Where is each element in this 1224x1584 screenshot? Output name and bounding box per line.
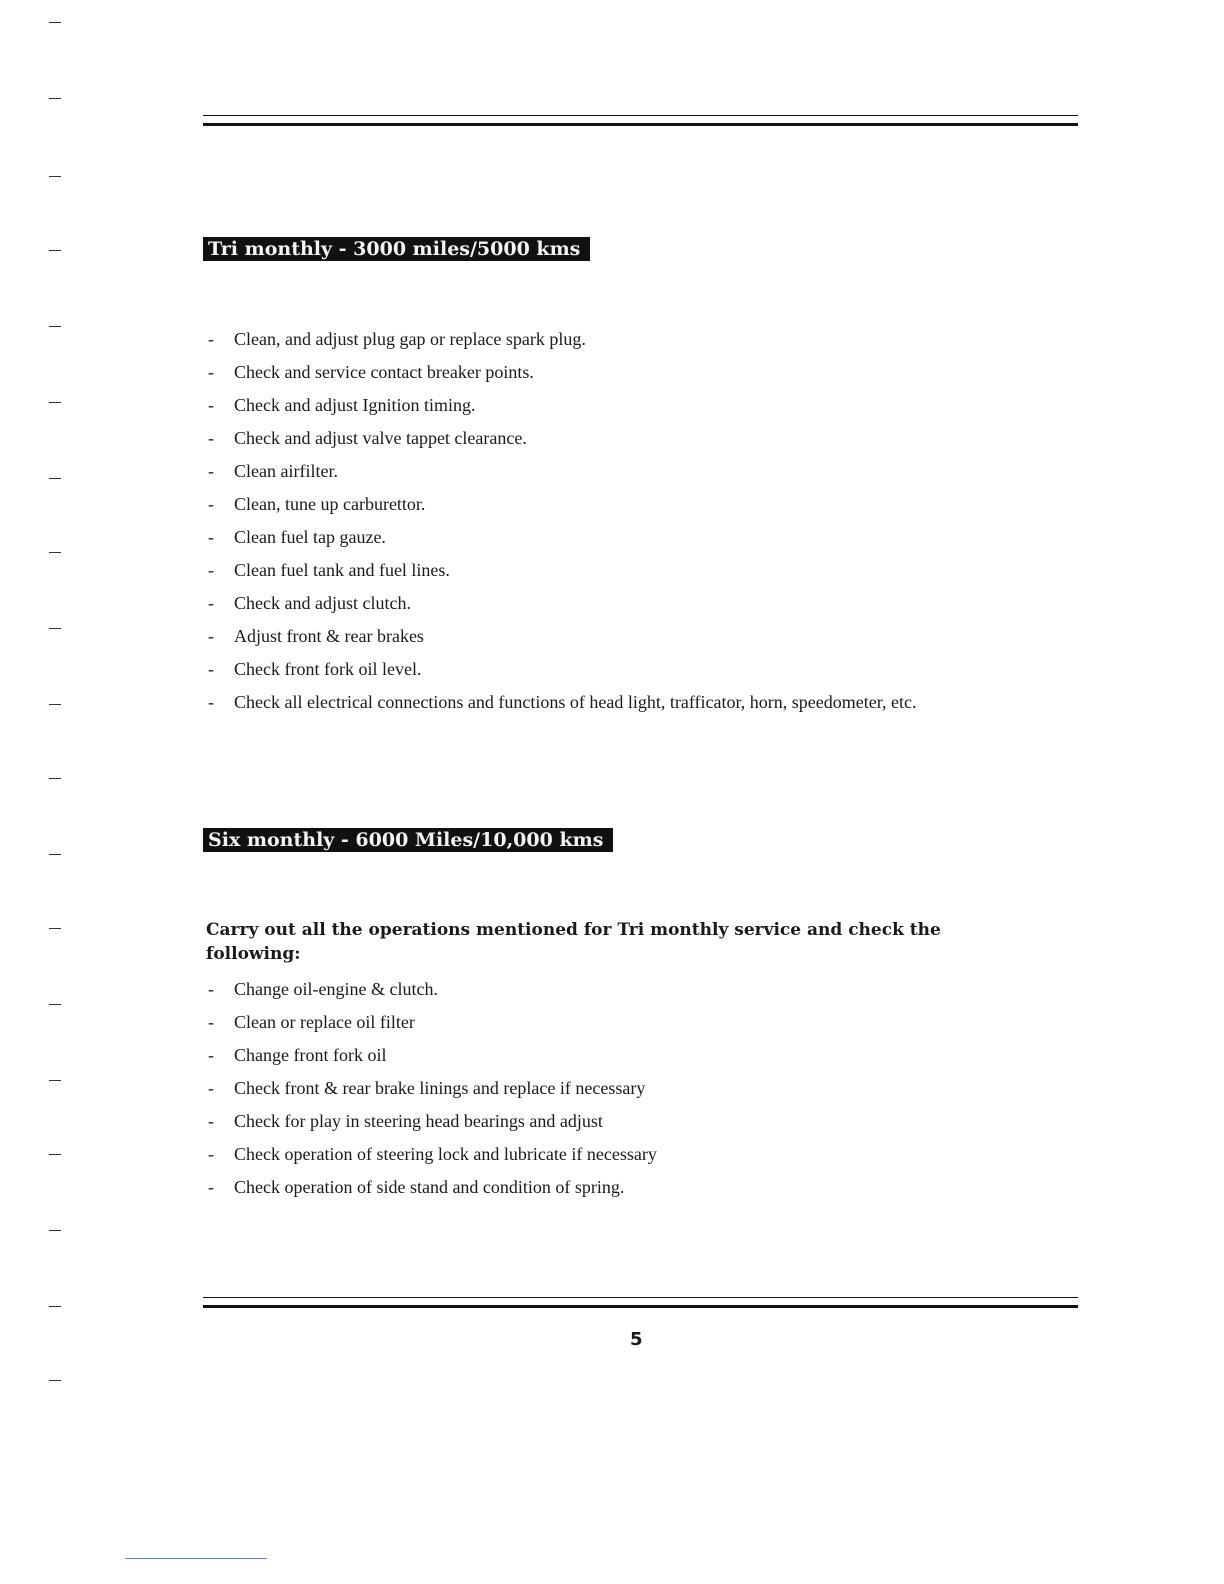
margin-tick xyxy=(49,854,61,855)
list-item: - Clean, and adjust plug gap or replace spark plug. xyxy=(208,329,586,349)
list-item: - Change oil-engine & clutch. xyxy=(208,979,438,999)
list-item: - Check front & rear brake linings and replace if necessary xyxy=(208,1078,646,1098)
margin-tick xyxy=(49,402,61,403)
section-heading-tri-monthly: Tri monthly - 3000 miles/5000 kms xyxy=(203,237,590,261)
margin-tick xyxy=(49,176,61,177)
list-item: - Check all electrical connections and functions of head light, trafficator, horn, speedometer, etc. xyxy=(208,692,917,712)
margin-tick xyxy=(49,1380,61,1381)
list-item: - Change front fork oil xyxy=(208,1045,387,1065)
list-item: - Clean, tune up carburettor. xyxy=(208,494,426,514)
six-monthly-list xyxy=(203,978,1063,1209)
list-item: - Check and adjust clutch. xyxy=(208,593,411,613)
list-item: - Check and adjust valve tappet clearance. xyxy=(208,428,527,448)
margin-tick xyxy=(49,628,61,629)
margin-tick xyxy=(49,1004,61,1005)
list-item: - Adjust front & rear brakes xyxy=(208,626,424,646)
margin-tick xyxy=(49,704,61,705)
margin-tick xyxy=(49,478,61,479)
margin-tick xyxy=(49,1306,61,1307)
list-item: - Check and adjust Ignition timing. xyxy=(208,395,476,415)
margin-tick xyxy=(49,928,61,929)
header-rule-thin xyxy=(203,115,1078,116)
list-item: - Clean fuel tank and fuel lines. xyxy=(208,560,450,580)
footer-rule-thin xyxy=(203,1297,1078,1298)
list-item: - Check front fork oil level. xyxy=(208,659,422,679)
margin-tick xyxy=(49,98,61,99)
list-item: - Clean or replace oil filter xyxy=(208,1012,415,1032)
list-item: - Clean fuel tap gauze. xyxy=(208,527,386,547)
margin-tick xyxy=(49,22,61,23)
footer-rule-thick xyxy=(203,1305,1078,1308)
list-item: - Check and service contact breaker points. xyxy=(208,362,534,382)
margin-tick xyxy=(49,326,61,327)
list-item: - Check operation of steering lock and lubricate if necessary xyxy=(208,1144,657,1164)
six-monthly-intro: Carry out all the operations mentioned for Tri monthly service and check the following: xyxy=(206,920,941,964)
margin-tick xyxy=(49,1230,61,1231)
margin-tick xyxy=(49,250,61,251)
bottom-edge-line xyxy=(125,1558,267,1559)
margin-tick xyxy=(49,1080,61,1081)
list-item: - Clean airfilter. xyxy=(208,461,338,481)
tri-monthly-list xyxy=(203,328,1063,724)
header-rule-thick xyxy=(203,123,1078,126)
margin-tick xyxy=(49,778,61,779)
list-item: - Check operation of side stand and condition of spring. xyxy=(208,1177,625,1197)
section-heading-six-monthly: Six monthly - 6000 Miles/10,000 kms xyxy=(203,828,613,852)
page-number: 5 xyxy=(630,1329,643,1350)
margin-tick xyxy=(49,1154,61,1155)
margin-tick xyxy=(49,552,61,553)
list-item: - Check for play in steering head bearings and adjust xyxy=(208,1111,603,1131)
